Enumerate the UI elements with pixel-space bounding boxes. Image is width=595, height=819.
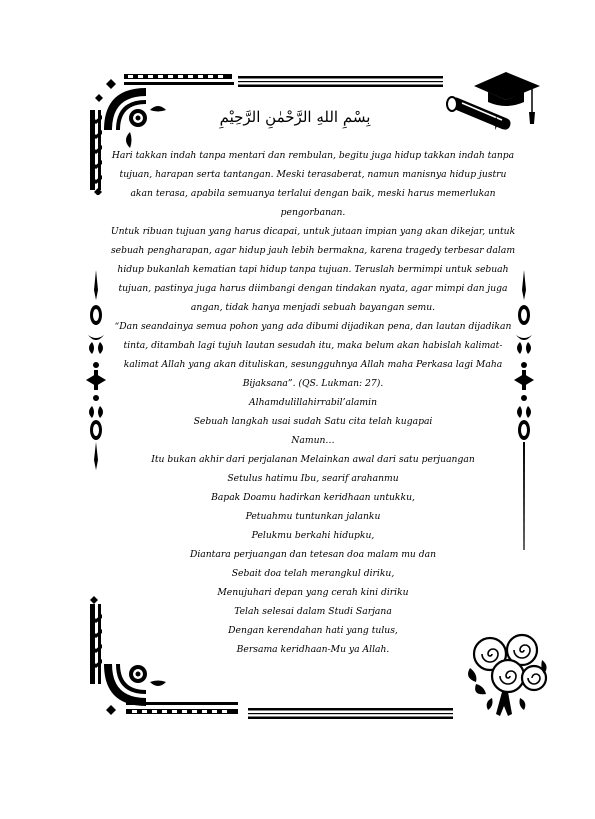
poem-line: Telah selesai dalam Studi Sarjana (234, 606, 392, 617)
graduation-cap-icon (444, 68, 544, 138)
dedication-text (108, 146, 518, 659)
bottom-border-lines (248, 708, 453, 720)
poem-line: Sebuah langkah usai sudah Satu cita telah kugapai (193, 416, 433, 427)
poem-line: Pelukmu berkahi hidupku, (251, 530, 375, 541)
poem-line: Petuahmu tuntunkan jalanku (245, 511, 381, 522)
poem-line: Menujuhari depan yang cerah kini diriku (217, 587, 409, 598)
bismillah-calligraphy: بِسْمِ اللهِ الرَّحْمٰنِ الرَّحِيْمِ (219, 108, 371, 126)
poem-line: Setulus hatimu Ibu, searif arahanmu (227, 473, 399, 484)
poem-line: Bersama keridhaan-Mu ya Allah. (236, 644, 390, 655)
poem-line: Itu bukan akhir dari perjalanan Melainkan awal dari satu perjuangan (151, 454, 475, 465)
paragraph-opening: Hari takkan indah tanpa mentari dan rembulan, begitu juga hidup takkan indah tanpa tujuan, harapan serta tantangan. Meski terasaberat, namun manisnya hidup justru akan terasa, apabila semuanya terlalui dengan baik, meski harus memerlukan pengorbanan. (111, 150, 515, 218)
poem-line: Sebait doa telah merangkul diriku, (231, 568, 395, 579)
quran-quote: “Dan seandainya semua pohon yang ada dibumi dijadikan pena, dan lautan dijadikan tinta, ditambah lagi tujuh lautan sesudah itu, maka belum akan habislah kalimat-kalimat Allah yang akan dituliskan, sesungguhnya Allah maha Perkasa lagi Maha Bijaksana”. (QS. Lukman: 27). (114, 321, 512, 389)
top-border-lines (238, 76, 443, 88)
left-side-ornament-icon (84, 270, 108, 470)
poem-line: Diantara perjuangan dan tetesan doa malam mu dan (189, 549, 437, 560)
poem-line: Dengan kerendahan hati yang tulus, (228, 625, 398, 636)
poem-line: Namun… (291, 435, 335, 446)
poem-line: Alhamdulillahirrabil’alamin (249, 397, 377, 408)
poem-line: Bapak Doamu hadirkan keridhaan untukku, (211, 492, 415, 503)
paragraph-goals: Untuk ribuan tujuan yang harus dicapai, untuk jutaan impian yang akan dikejar, untuk sebuah pengharapan, agar hidup jauh lebih bermakna, karena tragedy terbesar dalam hidup bukanlah kematian tapi hidup tanpa tujuan. Teruslah bermimpi untuk sebuah tujuan, pastinya juga harus diimbangi dengan tindakan nyata, agar mimpi dan juga angan, tidak hanya menjadi sebuah bayangan semu. (110, 226, 516, 313)
